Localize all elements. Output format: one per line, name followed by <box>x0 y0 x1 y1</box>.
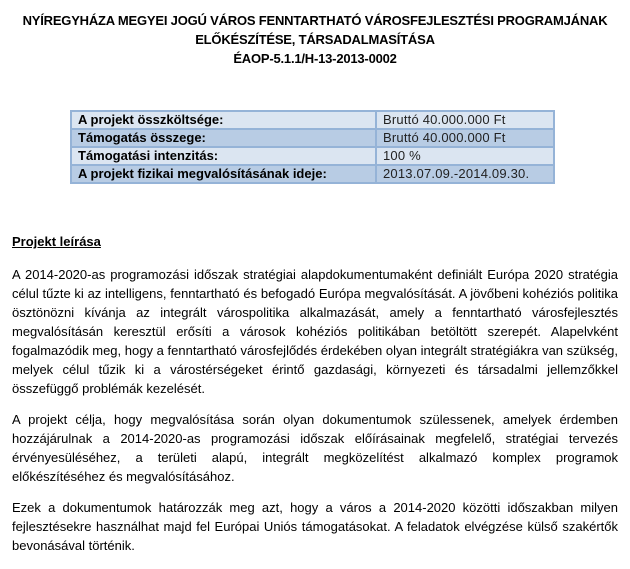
table-row-grant-amount <box>71 129 554 147</box>
paragraph-2: A projekt célja, hogy megvalósítása során olyan dokumentumok szülessenek, amelyek érdemben hozzájárulnak a 2014-2020-as programozási időszak előírásainak megfelelő, stratégiai tervezés érvényesüléséhez, a területi alapú, integrált megközelítést alkalmazó komplex programok előkészítéséhez és megvalósításához. <box>12 412 618 484</box>
table-row-implementation-period <box>71 165 554 183</box>
row-value: Bruttó 40.000.000 Ft <box>376 111 554 129</box>
table-row-total-cost <box>71 111 554 129</box>
table-row-grant-intensity <box>71 147 554 165</box>
section-heading: Projekt leírása <box>12 234 101 249</box>
title-line-2: ELŐKÉSZÍTÉSE, TÁRSADALMASÍTÁSA <box>195 32 435 47</box>
row-label: A projekt összköltsége: <box>71 111 376 129</box>
row-label: Támogatási intenzitás: <box>71 147 376 165</box>
paragraph-1: A 2014-2020-as programozási időszak stratégiai alapdokumentumaként definiált Európa 2020 stratégia célul tűzte ki az intelligens, fenntartható és befogadó Európa megvalósítását. A jövőbeni kohéziós politika ösztönözni kívánja az integrált várospolitika alkalmazását, amely a fenntartható városfejlesztés megvalósításán keresztül erősíti a városok kohéziós politikában betöltött szerepét. Alapelvként fogalmazódik meg, hogy a fenntartható városfejlődés érdekében olyan integrált stratégiákra van szükség, melyek célul tűzik ki a várostérségeket érintő gazdasági, környezeti és társadalmi jellemzőkkel összefüggő problémák kezelését. <box>12 267 618 396</box>
title-line-3-project-code: ÉAOP-5.1.1/H-13-2013-0002 <box>233 51 397 66</box>
row-value: 100 % <box>376 147 554 165</box>
row-label: Támogatás összege: <box>71 129 376 147</box>
title-line-1: NYÍREGYHÁZA MEGYEI JOGÚ VÁROS FENNTARTHATÓ VÁROSFEJLESZTÉSI PROGRAMJÁNAK <box>22 13 608 28</box>
row-value: 2013.07.09.-2014.09.30. <box>376 165 554 183</box>
row-label: A projekt fizikai megvalósításának ideje: <box>71 165 376 183</box>
project-info-table <box>70 110 555 184</box>
row-value: Bruttó 40.000.000 Ft <box>376 129 554 147</box>
paragraph-3: Ezek a dokumentumok határozzák meg azt, hogy a város a 2014-2020 közötti időszakban milyen fejlesztésekre használhat majd fel Európai Uniós támogatásokat. A feladatok elvégzése külső szakértők bevonásával történik. <box>12 500 618 553</box>
document-title <box>0 11 630 68</box>
